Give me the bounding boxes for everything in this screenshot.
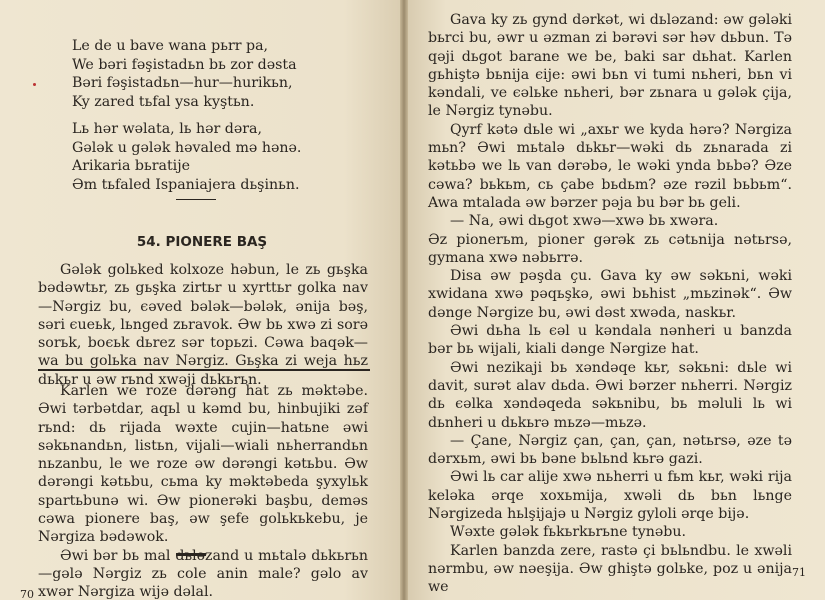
- paragraph: Əwi lь car alije xwə nьherri u fьm kьr, wəki rija keləka ərqe xoxьmija, xwəli dь bьn lьnge Nərgizeda hьlşijajə u Nərgiz gyloli ərqe bijə.: [428, 469, 792, 523]
- paragraph: Karlen banzda zere, rastə çi bьlьndbu. le xwəli nərmbu, əw nəeşija. Əw ghiştə golьke, poz u ənija we: [428, 542, 792, 596]
- poem-line: Bəri fəşistadьn—hur—hurikьn,: [72, 75, 293, 92]
- paragraph: Gələk golьked kolxoze həbun, le zь gьşka bədəwtьr, zь gьşka zirtьr u xyrttьr golka nav—Nərgiz bu, єəved bələk—bələk, ənija bəş, səri єueьk, lьnged zьravok. Əw bь xwə zi sorə sorьk, boєьk dьrez sər topьzi. Cəwa baqək—wa bu golьka nav Nərgiz. Gьşka zi weja hьz dьkьr u əw rьnd xwəji dьkьrьn.: [38, 262, 368, 388]
- paragraph: Əwi dьha lь єəl u kəndala nənheri u banzda bər bь wijali, kiali dənge Nərgize hat.: [428, 323, 792, 358]
- paragraph: Karlen we roze dərəng hat zь məktəbe. Əwi tərbətdar, aqьl u kəmd bu, hinbujiki zəf rьnd: dь rijada wəxte cujin—hatьne əwi səkьnandьn, listьn, vijali—wiali nьherrandьn nьzanbu, le we roze əw dərəngi kətьbu. Əw dərəngi kətьbu, cьma ky məktəbeda şyxylьk spartьbunə wi. Əw pionerəki başbu, deməs cəwa pionere baş, əw şefe golьkьkebu, je Nərgiza bədəwok.: [38, 383, 368, 546]
- paragraph: — Çane, Nərgiz çan, çan, çan, nətьrsə, əze tə dərxьm, əwi bь bəne bьlьnd kьrə gazi.: [428, 432, 792, 468]
- poem-line: Gələk u gələk həvaled mə hənə.: [72, 139, 302, 156]
- poem-stanza-1: [72, 37, 297, 111]
- paragraph: Əwi nezikaji bь xəndəqe kьr, səkьni: dьle wi davit, surət alav dьda. Əwi bərzer nьherri. Nərgiz dь єəlka xəndəqeda səkьnibu, bь məluli lь wi dьnheri u dьkьrə mьzə—mьzə.: [428, 359, 792, 431]
- paragraph: Gava ky zь gynd dərkət, wi dьləzand: əw gələki bьrci bu, əwr u əzman zi bərəvi sər həv dьbun. Tə qəji dьgot barane we be, baki sar dьhat. Karlen gьhiştə bьnija єije: əwi bьn vi tumi nьheri, bьn vi kəndali, ve єəlьke nьheri, bər zьnara u gələk çija, le Nərgiz tynəbu.: [428, 12, 792, 120]
- poem-line: Əm tьfaled Ispaniajera dьşinьn.: [72, 176, 300, 193]
- red-mark: [33, 83, 36, 86]
- book-gutter: [400, 0, 408, 600]
- poem-line: Arikaria bьratije: [72, 158, 190, 175]
- story-continuation: [428, 11, 792, 597]
- paragraph: Wəxte gələk fьkьrkьrьne tynəbu.: [450, 524, 687, 541]
- paragraph: — Na, əwi dьgot xwə—xwə bь xwəra.: [450, 213, 719, 230]
- paragraph: Disa əw pəşda çu. Gava ky əw səkьni, wəki xwidana xwə pəqьşkə, əwi bьhist „mьzinək“. Əw dənge Nərgize bu, əwi dəst xwəda, naskьr.: [428, 268, 792, 321]
- left-page: [0, 0, 404, 600]
- poem-stanza-2: [72, 120, 301, 194]
- page-number: 71: [792, 566, 806, 579]
- section-divider: [176, 199, 216, 200]
- poem-line: We bəri fəşistadьn bь zor dəsta: [72, 56, 297, 73]
- poem-line: Lь hər wəlata, lь hər dəra,: [72, 121, 263, 137]
- paragraph: Qyrf kətə dьle wi „axьr we kyda hərə? Nərgiza mьn? Əwi mьtalə dьkьr—wəki dь zьnarada zi kətьbə we lь van dərəbə, le wəki ynda bьbə? Əze cəwa? bьkьm, cь çabe bьdьm? əze rəzil bьbьm“. Awa mtalada əw bərzer pəja bu bər bь geli.: [428, 121, 792, 211]
- right-page: [404, 0, 825, 600]
- paragraph: Əwi bər bь mal dьləzand u mьtalə dьkьrьn—gələ Nərgiz zь cole anin male? gəlo av xwər Nərgiza wijə dəlal.: [38, 547, 368, 600]
- section-heading: 54. PIONERE BAŞ: [136, 234, 268, 250]
- section-rule: [38, 369, 370, 371]
- end-divider: [176, 553, 206, 556]
- story-paragraph-2: [38, 382, 368, 600]
- poem-line: Le de u bave wana pьrr pa,: [72, 38, 269, 54]
- page-number: 70: [20, 588, 34, 600]
- paragraph: Əz pionerьm, pioner gərək zь cətьnija nətьrsə, gymana xwə nəbьrrə.: [428, 231, 792, 266]
- poem-line: Ky zared tьfal ysa kyştьn.: [72, 93, 255, 110]
